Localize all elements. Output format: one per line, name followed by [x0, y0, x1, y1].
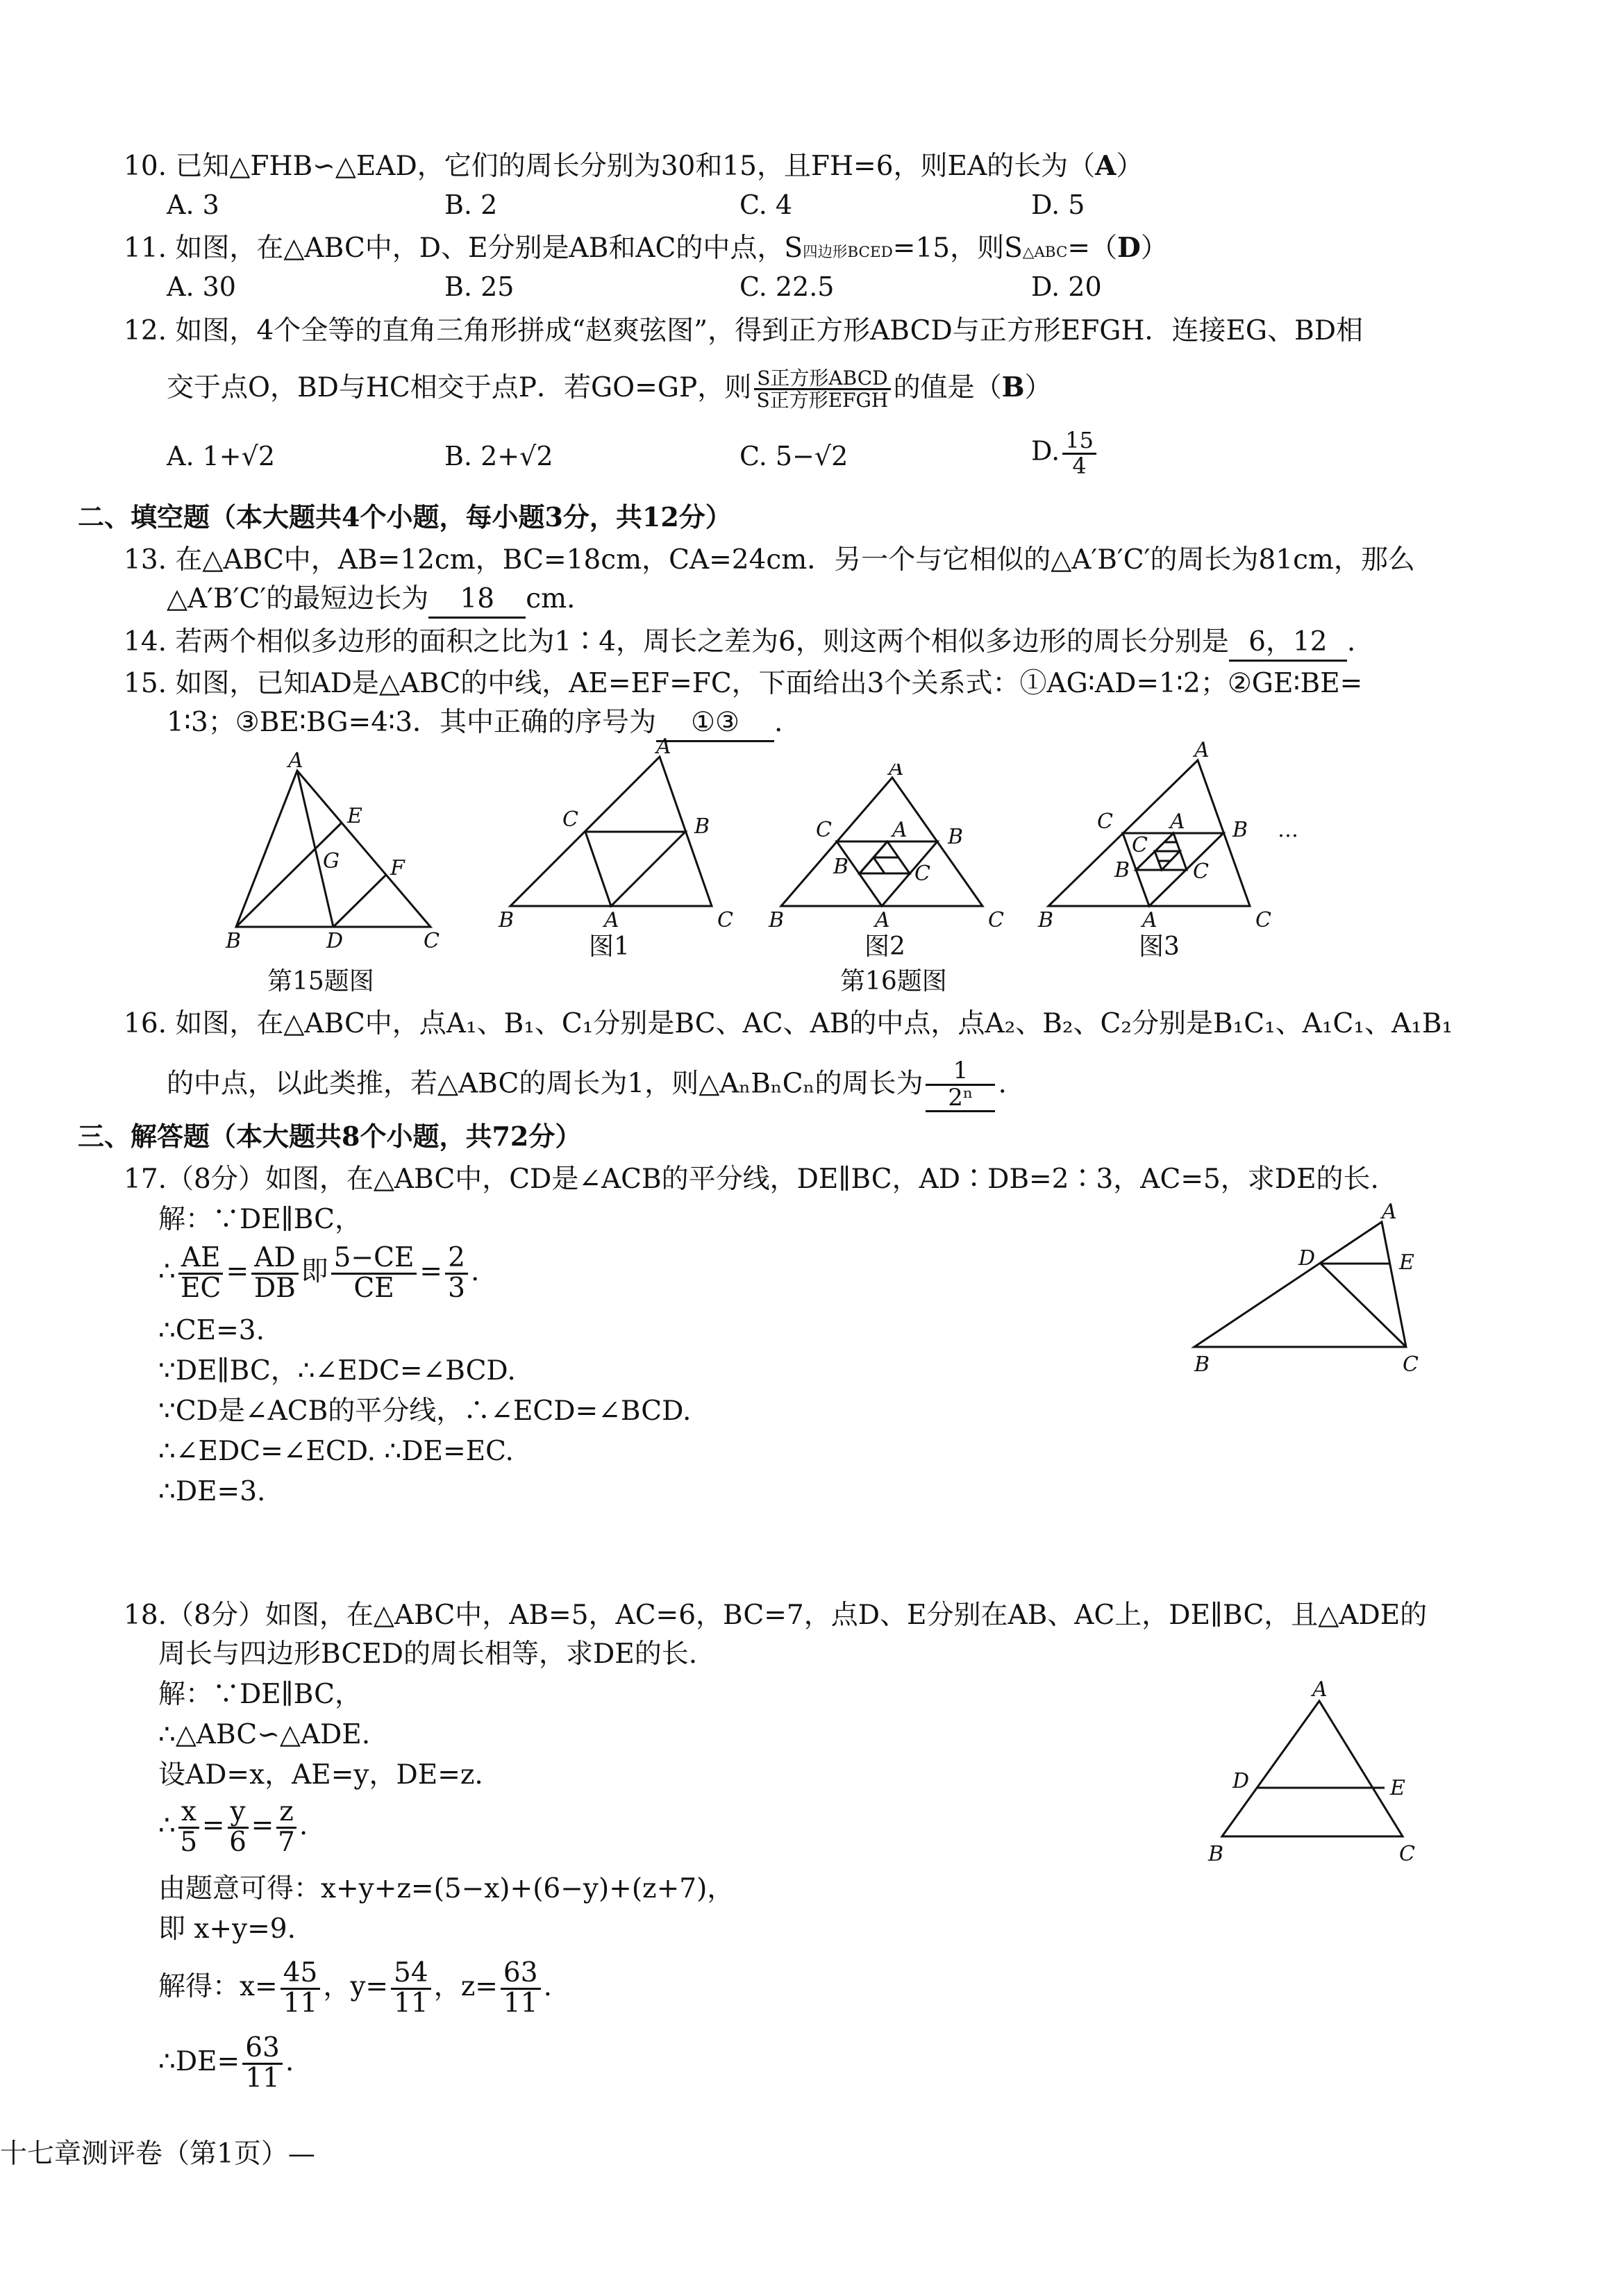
- svg-text:B: B: [694, 814, 710, 839]
- q18-fracy-val-den: 11: [394, 1987, 428, 2019]
- svg-text:E: E: [1399, 1250, 1414, 1275]
- q10-option-d: D. 5: [1031, 190, 1085, 220]
- q17-step-2: ∴ $\frac{AE}{EC}$ = $\frac{AD}{DB}$ 即 $\frac{5-CE}{CE}$ = $\frac{2}{3}$ .: [158, 1241, 480, 1304]
- svg-text:D: D: [1232, 1769, 1250, 1793]
- svg-text:A: A: [875, 908, 890, 932]
- svg-text:E: E: [347, 804, 362, 828]
- q11-sub-b: △ABC: [1022, 244, 1068, 261]
- q11-option-a: A. 30: [167, 271, 236, 302]
- q16-answer-den: 2ⁿ: [948, 1083, 973, 1112]
- svg-text:A: A: [1312, 1677, 1328, 1702]
- q12-option-d-fraction: [1062, 429, 1096, 478]
- svg-text:C: C: [1132, 833, 1148, 857]
- q18-therefore: ∴: [158, 1810, 176, 1841]
- q17-step-5: ∵CD是∠ACB的平分线，∴∠ECD=∠BCD.: [158, 1396, 692, 1427]
- q16-text-a: 的中点，以此类推，若△ABC的周长为1，则△AₙBₙCₙ的周长为: [167, 1068, 923, 1100]
- q11-sub-a: 四边形BCED: [803, 244, 893, 261]
- q13-line1: 13. 在△ABC中，AB=12cm，BC=18cm，CA=24cm．另一个与它相似的△A′B′C′的周长为81cm，那么: [124, 544, 1415, 576]
- q18-fracy-den: 6: [229, 1826, 246, 1858]
- q12-text-a: 交于点O，BD与HC相交于点P．若GO=GP，则: [167, 371, 752, 403]
- q18-frac-54-11: [391, 1956, 431, 2019]
- svg-text:B: B: [833, 855, 849, 879]
- q12-frac-num: S正方形ABCD: [754, 368, 890, 390]
- q16-answer: [926, 1059, 995, 1112]
- q15-text-a: 1∶3；③BE∶BG=4∶3．其中正确的序号为: [167, 707, 657, 738]
- q16-line1: 16. 如图，在△ABC中，点A₁、B₁、C₁分别是BC、AC、AB的中点，点A₂、B₂、C₂分别是B₁C₁、A₁C₁、A₁B₁: [124, 1008, 1453, 1039]
- q18-fracy-num: y: [228, 1798, 249, 1829]
- q18-fracz-den: 7: [278, 1826, 295, 1858]
- q12-frac-den: S正方形EFGH: [756, 389, 889, 412]
- q12-option-d-num: 15: [1062, 429, 1096, 455]
- q18-fracy-val-num: 54: [391, 1959, 431, 1990]
- svg-text:D: D: [326, 929, 344, 951]
- svg-text:A: A: [656, 736, 671, 759]
- figure-18-svg: [1194, 1677, 1430, 1878]
- q17-frac-ad-db: [251, 1241, 298, 1304]
- q13-text-b: cm.: [526, 583, 576, 614]
- q12-line1: 12. 如图，4个全等的直角三角形拼成“赵爽弦图”，得到正方形ABCD与正方形EFGH．连接EG、BD相: [124, 315, 1364, 346]
- q15-end: .: [774, 707, 783, 738]
- q18-fracz-val-num: 63: [501, 1959, 541, 1990]
- q17-step-4: ∵DE∥BC，∴∠EDC=∠BCD.: [158, 1355, 516, 1386]
- q18-frac-45-11: [281, 1956, 321, 2019]
- q11-option-d: D. 20: [1031, 271, 1102, 302]
- q10-option-a: A. 3: [167, 190, 219, 220]
- q17-stem: 17.（8分）如图，在△ABC中，CD是∠ACB的平分线，DE∥BC，AD∶DB=2∶3，AC=5，求DE的长.: [124, 1164, 1379, 1195]
- q17-eq-2: =: [419, 1256, 443, 1287]
- q17-frac3-num: 5−CE: [331, 1244, 417, 1275]
- svg-text:F: F: [390, 856, 405, 880]
- q18-fracx-den: 5: [180, 1826, 198, 1858]
- q18-fracx-num: x: [178, 1798, 199, 1829]
- q18-frac-de: [242, 2031, 283, 2094]
- q12-answer: B: [1001, 371, 1025, 403]
- svg-text:B: B: [226, 929, 242, 951]
- q17-frac4-den: 3: [448, 1272, 465, 1304]
- q18-frac-63-11: [501, 1956, 541, 2019]
- svg-text:A: A: [889, 764, 904, 780]
- svg-text:C: C: [914, 862, 930, 886]
- section-2-heading: 二、填空题（本大题共4个小题，每小题3分，共12分）: [78, 501, 732, 533]
- svg-text:A: A: [604, 908, 619, 932]
- figure-18: [1194, 1677, 1430, 1878]
- svg-text:D: D: [1298, 1246, 1316, 1271]
- svg-text:B: B: [1038, 908, 1054, 932]
- svg-text:C: C: [717, 908, 733, 932]
- q16-end: .: [998, 1068, 1007, 1100]
- q11-option-c: C. 22.5: [739, 271, 835, 302]
- q18-de-prefix: ∴DE=: [158, 2046, 240, 2077]
- q11-answer: D: [1117, 232, 1141, 264]
- q17-frac2-den: DB: [253, 1272, 296, 1304]
- q11-option-b: B. 25: [444, 271, 515, 302]
- q17-step-3: ∴CE=3.: [158, 1315, 265, 1346]
- figure-16-panel-2: [760, 764, 1010, 944]
- q16-answer-num: 1: [926, 1059, 995, 1086]
- q12-close: ）: [1024, 371, 1052, 403]
- q15-answer: ①③: [656, 705, 774, 742]
- figure-16-caption: 第16题图: [840, 967, 947, 996]
- svg-text:E: E: [1390, 1776, 1405, 1800]
- figure-17-svg: [1180, 1201, 1444, 1382]
- q18-step-6: 即 x+y=9.: [158, 1913, 296, 1945]
- q14-answer: 6，12: [1229, 625, 1347, 662]
- q12-line2: [167, 368, 1052, 411]
- q18-step-5: 由题意可得：x+y+z=(5−x)+(6−y)+(z+7)，: [158, 1873, 735, 1904]
- svg-text:C: C: [1399, 1842, 1415, 1866]
- q11-close: ）: [1140, 233, 1168, 264]
- q17-eq-1: =: [226, 1256, 249, 1287]
- svg-text:C: C: [988, 908, 1004, 932]
- svg-text:B: B: [1232, 818, 1248, 842]
- q11-stem: [124, 231, 1168, 270]
- q17-frac4-num: 2: [445, 1244, 468, 1275]
- svg-text:C: C: [816, 818, 832, 842]
- svg-text:B: B: [1194, 1352, 1210, 1377]
- q17-frac1-num: AE: [178, 1244, 224, 1275]
- svg-text:C: C: [424, 929, 440, 951]
- svg-text:B: B: [499, 908, 515, 932]
- q12-fraction: [754, 368, 890, 411]
- q17-ji: 即: [301, 1256, 328, 1287]
- page-footer: 十七章测评卷（第1页）—: [0, 2138, 315, 2170]
- q18-frac-x5: [178, 1795, 199, 1858]
- q13-line2: [167, 582, 575, 619]
- q18-step-8: ∴DE= $\frac{63}{11}$ .: [158, 2031, 294, 2094]
- figure-16-panel-3: [1028, 739, 1305, 944]
- figure-16-ellipsis: …: [1278, 818, 1298, 842]
- q18-frac-y6: [228, 1795, 249, 1858]
- q12-option-a: A. 1+√2: [167, 441, 276, 471]
- figure-15-svg: [215, 750, 451, 951]
- q10-stem: [124, 149, 1143, 184]
- section-3-heading: 三、解答题（本大题共8个小题，共72分）: [78, 1121, 582, 1152]
- figure-16-panel-1: [496, 736, 739, 944]
- q17-step-6: ∴∠EDC=∠ECD. ∴DE=EC.: [158, 1436, 514, 1467]
- q17-step-7: ∴DE=3.: [158, 1476, 266, 1507]
- q17-frac-5ce-ce: [331, 1241, 417, 1304]
- q12-text-b: 的值是（: [893, 371, 1002, 403]
- q17-frac1-den: EC: [180, 1272, 221, 1304]
- q12-option-d: [1031, 429, 1099, 478]
- q18-de-den: 11: [245, 2062, 280, 2094]
- q18-fracz-num: z: [276, 1798, 296, 1829]
- q18-solve-prefix: 解得：x=: [158, 1971, 278, 2002]
- figure-16-panel-1-svg: [496, 736, 739, 944]
- q18-frac-z7: [276, 1795, 296, 1858]
- figure-16-panel-3-caption: 图3: [1139, 932, 1180, 961]
- figure-16-panel-1-caption: 图1: [589, 932, 630, 961]
- q18-step-1: 解：∵DE∥BC，: [158, 1679, 362, 1710]
- q18-z-eq: ，z=: [433, 1971, 498, 2002]
- q17-frac2-num: AD: [251, 1244, 298, 1275]
- q12-option-d-label: D.: [1031, 435, 1060, 467]
- svg-text:C: C: [562, 807, 578, 832]
- q11-text-a: 11. 如图，在△ABC中，D、E分别是AB和AC的中点，S: [124, 233, 803, 264]
- q18-step-4: ∴ $\frac{x}{5}$ = $\frac{y}{6}$ = $\frac{z}{7}$ .: [158, 1795, 308, 1858]
- q10-close: ）: [1116, 151, 1144, 182]
- q18-step-3: 设AD=x，AE=y，DE=z.: [158, 1759, 483, 1791]
- svg-text:A: A: [1142, 908, 1157, 932]
- q10-text: 10. 已知△FHB∽△EAD，它们的周长分别为30和15，且FH=6，则EA的长为（: [124, 151, 1096, 182]
- q10-option-b: B. 2: [444, 190, 498, 220]
- figure-16-panel-3-svg: [1028, 739, 1305, 944]
- q15-line1: 15. 如图，已知AD是△ABC的中线，AE=EF=FC，下面给出3个关系式：①AG∶AD=1∶2；②GE∶BE=: [124, 668, 1363, 699]
- q10-answer: A: [1095, 150, 1117, 182]
- svg-text:B: B: [1208, 1842, 1224, 1866]
- figure-16-panel-2-caption: 图2: [864, 932, 905, 961]
- q10-option-c: C. 4: [739, 190, 793, 220]
- svg-text:B: B: [1114, 858, 1130, 882]
- q18-de-num: 63: [242, 2034, 283, 2065]
- q17-frac-ae-ec: [178, 1241, 224, 1304]
- q13-text-a: △A′B′C′的最短边长为: [167, 583, 429, 614]
- svg-text:B: B: [769, 908, 785, 932]
- q18-line1: 18.（8分）如图，在△ABC中，AB=5，AC=6，BC=7，点D、E分别在AB、AC上，DE∥BC，且△ADE的: [124, 1600, 1428, 1631]
- q18-fracx-val-num: 45: [281, 1959, 321, 1990]
- svg-text:A: A: [892, 818, 908, 842]
- q16-line2: [167, 1059, 1007, 1112]
- q12-option-c: C. 5−√2: [739, 441, 848, 471]
- q11-text-c: =（: [1067, 233, 1118, 264]
- q14-end: .: [1346, 626, 1356, 657]
- q17-frac3-den: CE: [353, 1272, 394, 1304]
- figure-15-caption: 第15题图: [267, 967, 374, 996]
- figure-17: [1180, 1201, 1444, 1382]
- q18-fracz-val-den: 11: [503, 1987, 538, 2019]
- q18-line2: 周长与四边形BCED的周长相等，求DE的长.: [158, 1639, 698, 1670]
- svg-text:C: C: [1403, 1352, 1419, 1377]
- svg-text:A: A: [1170, 810, 1185, 834]
- svg-text:C: C: [1255, 908, 1271, 932]
- q18-step-7: 解得：x= $\frac{45}{11}$ ，y= $\frac{54}{11}$ ，z= $\frac{63}{11}$ .: [158, 1956, 552, 2019]
- q18-y-eq: ，y=: [323, 1971, 389, 2002]
- svg-text:B: B: [948, 825, 964, 849]
- svg-text:A: A: [1194, 739, 1210, 762]
- svg-text:C: C: [1097, 810, 1113, 834]
- q12-option-b: B. 2+√2: [444, 441, 553, 471]
- figure-15: [215, 750, 451, 951]
- svg-text:G: G: [323, 849, 340, 873]
- q12-option-d-den: 4: [1072, 452, 1087, 479]
- q13-answer: 18: [428, 582, 526, 619]
- q17-therefore: ∴: [158, 1256, 176, 1287]
- q17-step-1: 解：∵DE∥BC，: [158, 1204, 362, 1235]
- q11-text-b: =15，则S: [892, 233, 1023, 264]
- q18-step-2: ∴△ABC∽△ADE.: [158, 1719, 371, 1750]
- figure-16-panel-2-svg: [760, 764, 1010, 944]
- svg-text:C: C: [1193, 860, 1209, 884]
- svg-text:A: A: [1382, 1201, 1397, 1224]
- q14-line1: [124, 625, 1355, 662]
- q17-frac-2-3: [445, 1241, 468, 1304]
- q14-text: 14. 若两个相似多边形的面积之比为1∶4，周长之差为6，则这两个相似多边形的周长分别是: [124, 626, 1229, 657]
- q18-fracx-val-den: 11: [283, 1987, 318, 2019]
- svg-text:A: A: [288, 750, 303, 773]
